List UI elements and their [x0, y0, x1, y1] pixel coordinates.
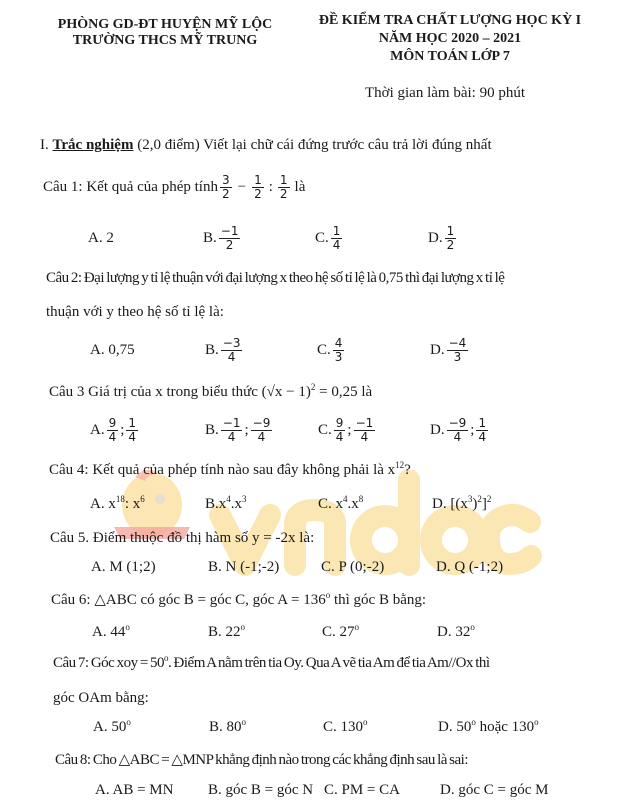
- fraction: $\frac{1}{2}$: [254, 172, 262, 201]
- question-4: Câu 4: Kết quả của phép tính nào sau đây không phải là $x^{12}$?: [49, 460, 411, 478]
- q6-option-c: C. 27$^o$: [322, 622, 360, 640]
- q5-option-d: D. Q (-1;2): [436, 559, 504, 575]
- q2-option-a: A. 0,75: [90, 342, 135, 358]
- q8-option-b: B. góc B = góc N: [208, 782, 314, 798]
- header-school: TRƯỜNG THCS MỸ TRUNG: [72, 33, 258, 48]
- q3-option-a: A. $\frac{9}{4}$ ; $\frac{1}{4}$: [90, 415, 137, 444]
- q5-option-b: B. N (-1;-2): [208, 559, 280, 575]
- q4-option-c: C. $x^4.x^8$: [318, 494, 364, 512]
- fraction: $\frac{1}{2}$: [279, 172, 288, 201]
- question-2-line1: Câu 2: Đại lượng y tỉ lệ thuận với đại lượng x theo hệ số tỉ lệ là 0,75 thì đại lượng x tỉ lệ: [46, 270, 505, 286]
- q2-option-d: D. $\frac{-4}{3}$: [430, 335, 467, 364]
- question-8: Câu 8: Cho △ABC = △MNP khẳng định nào trong các khẳng định sau là sai:: [55, 752, 469, 768]
- question-1: [43, 169, 305, 205]
- q7-option-b: B. 80$^o$: [209, 717, 247, 735]
- operator: :: [268, 179, 273, 195]
- q3-option-c: C. $\frac{9}{4}$ ; $\frac{-1}{4}$: [318, 415, 374, 444]
- section-title: Trắc nghiệm: [52, 137, 134, 153]
- q8-option-c: C. PM = CA: [324, 782, 400, 798]
- q2-option-c: C. $\frac{4}{3}$: [317, 335, 343, 364]
- q2-option-b: B. $\frac{-3}{4}$: [205, 335, 241, 364]
- question-3: Câu 3 Giá trị của x trong biểu thức $(√x - 1)^2 = 0,25$ là: [49, 382, 373, 400]
- section-heading: [40, 136, 492, 154]
- exam-title: ĐỀ KIỂM TRA CHẤT LƯỢNG HỌC KỲ I: [318, 13, 582, 28]
- q5-option-c: C. P (0;-2): [321, 559, 385, 575]
- q8-option-a: A. AB = MN: [95, 782, 174, 798]
- q7-option-c: C. 130$^o$: [323, 717, 368, 735]
- question-5: Câu 5. Điểm thuộc đồ thị hàm số y = -2x là:: [50, 530, 315, 546]
- q6-option-d: D. 32$^o$: [437, 622, 475, 640]
- question-7-line2: góc OAm bằng:: [53, 690, 149, 706]
- q1-option-b: B. $\frac{-1}{2}$: [203, 223, 239, 252]
- q4-option-d: D. $[(x^3)^2]^2$: [432, 494, 492, 512]
- q4-option-b: $B.x^4.x^3$: [205, 494, 247, 512]
- q1-option-a: A. 2: [88, 230, 114, 246]
- q7-option-d: D. 50$^o$ hoặc 130$^o$: [438, 717, 539, 735]
- question-7-line1: Câu 7: Góc xoy = $50^o$. Điểm A nằm trên tia Oy. Qua A vẽ tia Am để tia Am//Ox thì: [53, 653, 490, 671]
- fraction: $\frac{3}{2}$: [221, 172, 230, 201]
- q3-option-b: B. $\frac{-1}{4}$ ; $\frac{-9}{4}$: [205, 415, 271, 444]
- q1-option-c: C. $\frac{1}{4}$: [315, 223, 341, 252]
- q3-option-d: D. $\frac{-9}{4}$ ; $\frac{1}{4}$: [430, 415, 487, 444]
- q4-option-a: A. $x^{18}$: $x^6$: [90, 494, 145, 512]
- operator: −: [237, 179, 247, 195]
- question-text: Câu 1: Kết quả của phép tính: [43, 179, 218, 195]
- question-suffix: là: [294, 179, 306, 195]
- time-limit: Thời gian làm bài: 90 phút: [365, 85, 525, 101]
- q1-option-d: D. $\frac{1}{2}$: [428, 223, 455, 252]
- q8-option-d: D. góc C = góc M: [440, 782, 549, 798]
- question-6: Câu 6: △ABC có góc B = góc C, góc $A = 136^o$ thì góc B bằng:: [51, 590, 427, 608]
- expression: (√x − 1): [261, 384, 311, 400]
- q6-option-b: B. 22$^o$: [208, 622, 246, 640]
- question-2-line2: thuận với y theo hệ số tỉ lệ là:: [46, 304, 224, 320]
- section-desc: (2,0 điểm) Viết lại chữ cái đứng trước câu trả lời đúng nhất: [137, 137, 492, 153]
- q5-option-a: A. M (1;2): [91, 559, 156, 575]
- school-year: NĂM HỌC 2020 – 2021: [378, 31, 522, 46]
- section-number: I.: [40, 137, 49, 153]
- header-department: PHÒNG GD-ĐT HUYỆN MỸ LỘC: [57, 17, 273, 32]
- q7-option-a: A. 50$^o$: [93, 717, 131, 735]
- q6-option-a: A. 44$^o$: [92, 622, 130, 640]
- subject: MÔN TOÁN LỚP 7: [390, 49, 510, 64]
